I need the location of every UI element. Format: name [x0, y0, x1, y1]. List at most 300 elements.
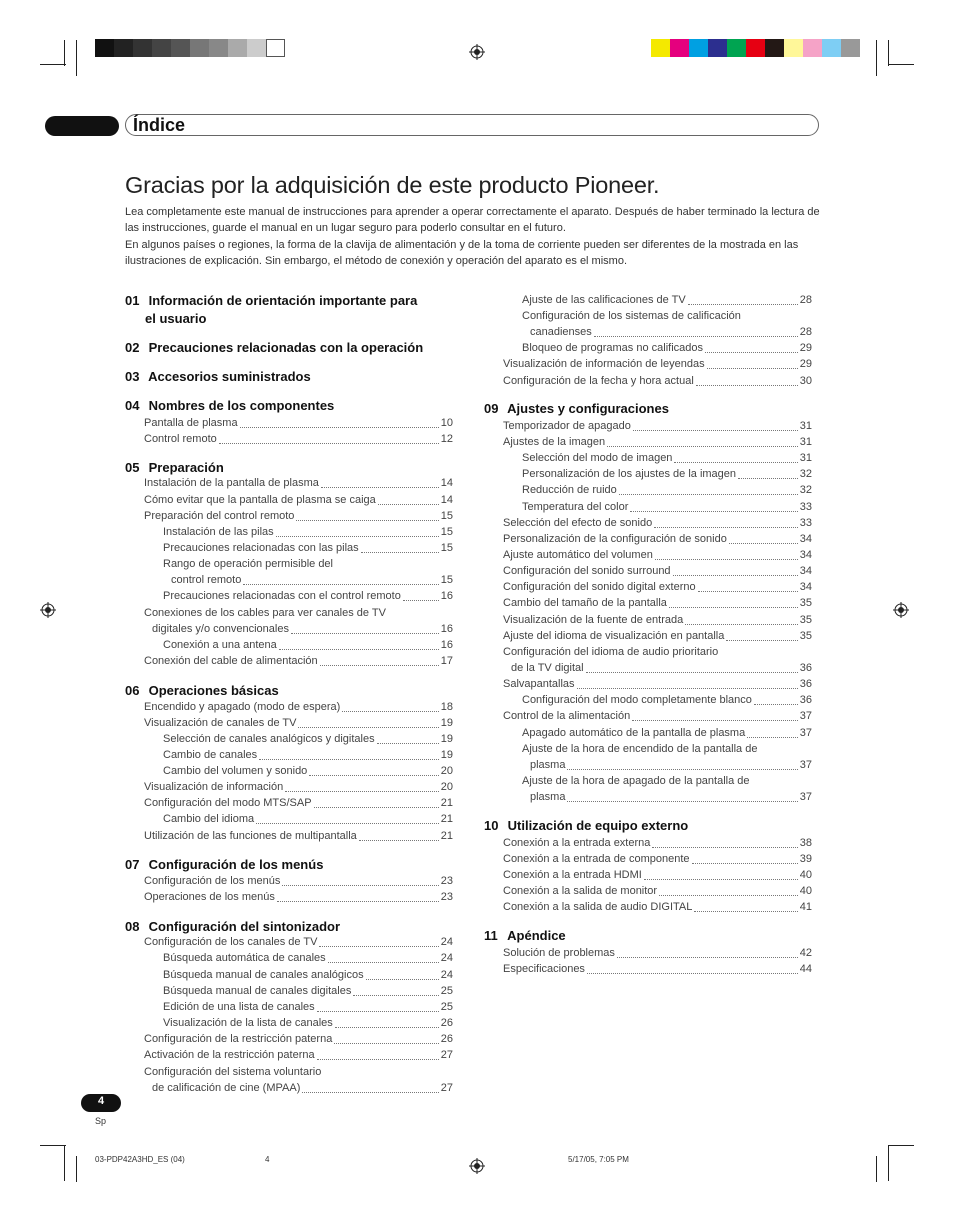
calibration-swatch [114, 39, 133, 57]
toc-dot-leader [659, 883, 798, 896]
toc-entry [484, 883, 812, 899]
toc-entry-title: Instalación de las pilas [163, 526, 274, 538]
toc-entry-title: Temporizador de apagado [503, 420, 631, 432]
toc-entry-title: Ajuste de las calificaciones de TV [522, 294, 686, 306]
toc-chapter-number: 02 [125, 340, 140, 355]
calibration-swatch [708, 39, 727, 57]
toc-page-number: 25 [440, 985, 453, 997]
toc-dot-leader [291, 621, 439, 634]
toc-dot-leader [296, 508, 438, 521]
toc-entry [484, 725, 812, 741]
toc-entry-title: Conexión a la entrada HDMI [503, 869, 642, 881]
toc-entry-title: Configuración del modo MTS/SAP [144, 797, 312, 809]
toc-entry [125, 779, 453, 795]
calibration-swatch [727, 39, 746, 57]
toc-page-number: 18 [440, 701, 453, 713]
toc-entry-title: Ajuste automático del volumen [503, 549, 653, 561]
toc-page-number: 21 [440, 813, 453, 825]
toc-entry [484, 515, 812, 531]
toc-entry-title: Ajuste del idioma de visualización en pantalla [503, 630, 725, 642]
toc-dot-leader [243, 572, 438, 585]
toc-entry-title: Ajustes de la imagen [503, 436, 606, 448]
toc-entry-title: canadienses [530, 326, 592, 338]
calibration-swatch [765, 39, 784, 57]
toc-entry-title: Precauciones relacionadas con el control remoto [163, 590, 401, 602]
crop-mark [64, 40, 65, 66]
toc-page-number: 42 [799, 947, 812, 959]
toc-entry-title: Cómo evitar que la pantalla de plasma se caiga [144, 494, 376, 506]
toc-chapter-title [484, 817, 812, 835]
toc-entry-title: Conexión a la salida de monitor [503, 885, 658, 897]
toc-chapter-number: 01 [125, 293, 140, 308]
toc-page-number: 21 [440, 797, 453, 809]
toc-entry [125, 873, 453, 889]
toc-page-number: 35 [799, 614, 812, 626]
toc-dot-leader [577, 676, 798, 689]
toc-chapter-number: 05 [125, 460, 140, 475]
toc-entry [484, 482, 812, 498]
toc-dot-leader [335, 1015, 439, 1028]
toc-chapter-heading [484, 817, 812, 835]
toc-entry-title: Precauciones relacionadas con las pilas [163, 542, 359, 554]
toc-entry [125, 828, 453, 844]
toc-page-number: 24 [440, 969, 453, 981]
toc-entry [484, 612, 812, 628]
toc-page-number: 20 [440, 781, 453, 793]
toc-entry [484, 531, 812, 547]
toc-entry-title: Cambio del tamaño de la pantalla [503, 597, 667, 609]
toc-dot-leader [377, 731, 439, 744]
toc-entry-title: Búsqueda manual de canales digitales [163, 985, 352, 997]
toc-entry [125, 731, 453, 747]
toc-entry-title: Configuración del modo completamente blanco [522, 694, 752, 706]
toc-dot-leader [353, 983, 438, 996]
toc-entry-title: Ajuste de la hora de encendido de la pantalla de [522, 743, 758, 755]
toc-chapter-title [484, 927, 812, 945]
toc-entry-title: Visualización de la lista de canales [163, 1017, 333, 1029]
toc-dot-leader [276, 524, 439, 537]
toc-entry [125, 1047, 453, 1063]
toc-entry-title: Pantalla de plasma [144, 417, 238, 429]
toc-entry [484, 851, 812, 867]
toc-chapter-number: 06 [125, 683, 140, 698]
toc-dot-leader [630, 499, 797, 512]
toc-page-number: 28 [799, 294, 812, 306]
toc-page-number: 44 [799, 963, 812, 975]
toc-dot-leader [729, 531, 798, 544]
toc-entry-title: Configuración del sonido surround [503, 565, 671, 577]
toc-entry [125, 763, 453, 779]
toc-dot-leader [654, 515, 798, 528]
toc-entry [125, 934, 453, 950]
registration-mark-icon [469, 44, 485, 60]
toc-entry [125, 811, 453, 827]
grayscale-bar [95, 39, 285, 57]
toc-entry [125, 653, 453, 669]
toc-entry [484, 628, 812, 644]
toc-page-number: 16 [440, 590, 453, 602]
toc-entry [125, 999, 453, 1015]
toc-dot-leader [240, 415, 439, 428]
toc-chapter-number: 09 [484, 401, 499, 416]
toc-entry-title: Configuración de la fecha y hora actual [503, 375, 694, 387]
toc-chapter-label: Información de orientación importante para [148, 293, 418, 308]
toc-page-number: 36 [799, 662, 812, 674]
toc-dot-leader [688, 292, 798, 305]
toc-dot-leader [594, 324, 798, 337]
calibration-swatch [670, 39, 689, 57]
toc-entry [484, 961, 812, 977]
toc-dot-leader [674, 450, 797, 463]
toc-page-number: 37 [799, 727, 812, 739]
toc-entry-title: Personalización de los ajustes de la imagen [522, 468, 737, 480]
toc-page-number: 29 [799, 358, 812, 370]
toc-entry [484, 644, 812, 660]
toc-chapter-label: Configuración de los menús [148, 857, 324, 872]
page-number: 4 [97, 1095, 105, 1107]
toc-entry [125, 492, 453, 508]
calibration-swatch [803, 39, 822, 57]
toc-chapter-number: 04 [125, 398, 140, 413]
toc-dot-leader [567, 789, 797, 802]
toc-page-number: 37 [799, 759, 812, 771]
toc-chapter-heading [125, 339, 453, 357]
toc-dot-leader [633, 418, 798, 431]
toc-dot-leader [747, 725, 798, 738]
calibration-swatch [746, 39, 765, 57]
toc-dot-leader [707, 356, 798, 369]
toc-entry-title: Cambio del volumen y sonido [163, 765, 308, 777]
toc-chapter-heading [125, 682, 453, 700]
toc-entry-title: Conexión a la entrada de componente [503, 853, 690, 865]
toc-dot-leader [320, 653, 439, 666]
toc-dot-leader [259, 747, 439, 760]
toc-chapter-number: 03 [125, 369, 140, 384]
registration-mark-icon [893, 602, 909, 618]
toc-entry [125, 747, 453, 763]
toc-dot-leader [669, 595, 798, 608]
toc-entry-title: Instalación de la pantalla de plasma [144, 477, 319, 489]
toc-dot-leader [321, 475, 439, 488]
toc-dot-leader [328, 950, 439, 963]
toc-entry-title: Configuración del idioma de audio prioritario [503, 646, 719, 658]
toc-entry [484, 945, 812, 961]
registration-mark-icon [469, 1158, 485, 1174]
toc-entry-title: Selección del efecto de sonido [503, 517, 653, 529]
toc-entry-title: Personalización de la configuración de sonido [503, 533, 727, 545]
toc-page-number: 36 [799, 694, 812, 706]
toc-entry-title: Utilización de las funciones de multipantalla [144, 830, 357, 842]
crop-mark [888, 1145, 914, 1146]
toc-chapter-label: Nombres de los componentes [148, 398, 335, 413]
toc-dot-leader [277, 889, 439, 902]
toc-entry-title: Especificaciones [503, 963, 585, 975]
toc-entry [484, 308, 812, 324]
toc-chapter-heading [125, 368, 453, 386]
toc-entry-title: Configuración del sistema voluntario [144, 1066, 322, 1078]
toc-entry-title: Temperatura del color [522, 501, 629, 513]
toc-entry [125, 572, 453, 588]
toc-page-number: 33 [799, 501, 812, 513]
toc-dot-leader [705, 340, 798, 353]
toc-dot-leader [696, 373, 798, 386]
toc-page-number: 39 [799, 853, 812, 865]
toc-page-number: 14 [440, 477, 453, 489]
toc-entry-title: Selección de canales analógicos y digitales [163, 733, 375, 745]
toc-entry-title: Control remoto [144, 433, 217, 445]
toc-entry-title: Configuración de los canales de TV [144, 936, 318, 948]
toc-entry-title: control remoto [171, 574, 242, 586]
toc-page-number: 27 [440, 1049, 453, 1061]
toc-entry [125, 540, 453, 556]
toc-entry-title: Selección del modo de imagen [522, 452, 673, 464]
toc-page-number: 40 [799, 869, 812, 881]
crop-mark [76, 40, 77, 76]
toc-dot-leader [632, 708, 798, 721]
toc-entry [125, 475, 453, 491]
toc-page-number: 37 [799, 791, 812, 803]
toc-entry [484, 579, 812, 595]
toc-entry [484, 499, 812, 515]
toc-entry [125, 524, 453, 540]
calibration-swatch [689, 39, 708, 57]
toc-page-number: 15 [440, 510, 453, 522]
toc-page-number: 29 [799, 342, 812, 354]
color-calibration-bar [651, 39, 860, 57]
toc-entry [125, 699, 453, 715]
toc-dot-leader [694, 899, 797, 912]
toc-dot-leader [586, 660, 798, 673]
toc-chapter-label: Operaciones básicas [148, 683, 279, 698]
toc-entry [484, 676, 812, 692]
toc-dot-leader [366, 967, 439, 980]
toc-entry-title: Reducción de ruido [522, 484, 617, 496]
toc-chapter-heading [125, 292, 453, 328]
toc-entry-title: Búsqueda manual de canales analógicos [163, 969, 364, 981]
intro-paragraph: Lea completamente este manual de instrucciones para aprender a operar correctamente el aparato. Después de haber terminado la lectura de las instrucciones, guarde el manual en un lugar seguro para poderlo consultar en el futuro. [125, 206, 820, 234]
toc-page-number: 31 [799, 420, 812, 432]
toc-chapter-title [125, 397, 453, 415]
toc-page-number: 23 [440, 891, 453, 903]
crop-mark [40, 1145, 66, 1146]
toc-page-number: 31 [799, 452, 812, 464]
calibration-swatch [190, 39, 209, 57]
toc-page-number: 26 [440, 1033, 453, 1045]
toc-chapter-title [125, 856, 453, 874]
toc-dot-leader [685, 612, 798, 625]
toc-page-number: 31 [799, 436, 812, 448]
toc-dot-leader [302, 1080, 438, 1093]
toc-dot-leader [644, 867, 798, 880]
toc-chapter-heading [484, 400, 812, 418]
toc-dot-leader [309, 763, 438, 776]
toc-chapter-label: Accesorios suministrados [148, 369, 311, 384]
toc-dot-leader [314, 795, 439, 808]
toc-dot-leader [317, 999, 439, 1012]
toc-entry [125, 1064, 453, 1080]
toc-dot-leader [279, 637, 439, 650]
toc-entry-title: Conexiones de los cables para ver canales de TV [144, 607, 386, 619]
toc-page-number: 19 [440, 717, 453, 729]
toc-dot-leader [317, 1047, 439, 1060]
toc-entry-title: Control de la alimentación [503, 710, 631, 722]
toc-dot-leader [342, 699, 438, 712]
toc-chapter-label: Preparación [148, 460, 224, 475]
toc-entry [125, 508, 453, 524]
toc-page-number: 20 [440, 765, 453, 777]
section-title: Índice [133, 115, 186, 135]
toc-page-number: 35 [799, 597, 812, 609]
toc-chapter-label: Utilización de equipo externo [507, 818, 689, 833]
toc-chapter-label: Configuración del sintonizador [148, 919, 341, 934]
toc-dot-leader [285, 779, 439, 792]
toc-entry [125, 715, 453, 731]
toc-page-number: 36 [799, 678, 812, 690]
toc-entry [125, 605, 453, 621]
toc-chapter-label: Precauciones relacionadas con la operación [148, 340, 424, 355]
toc-entry [125, 889, 453, 905]
calibration-swatch [822, 39, 841, 57]
toc-entry [484, 563, 812, 579]
crop-mark [876, 40, 877, 76]
toc-entry [484, 292, 812, 308]
crop-mark [40, 64, 66, 65]
toc-chapter-number: 08 [125, 919, 140, 934]
toc-entry-title: Visualización de información de leyendas [503, 358, 705, 370]
toc-entry-title: Conexión del cable de alimentación [144, 655, 318, 667]
toc-chapter-heading [125, 397, 453, 415]
toc-page-number: 14 [440, 494, 453, 506]
toc-page-number: 38 [799, 837, 812, 849]
toc-entry [125, 637, 453, 653]
calibration-swatch [841, 39, 860, 57]
toc-dot-leader [617, 945, 798, 958]
toc-page-number: 21 [440, 830, 453, 842]
toc-chapter-number: 07 [125, 857, 140, 872]
toc-page-number: 27 [440, 1082, 453, 1094]
toc-dot-leader [652, 835, 797, 848]
toc-page-number: 34 [799, 581, 812, 593]
toc-page-number: 33 [799, 517, 812, 529]
toc-entry [484, 418, 812, 434]
toc-entry [125, 556, 453, 572]
toc-entry-title: Encendido y apagado (modo de espera) [144, 701, 341, 713]
toc-entry-title: Apagado automático de la pantalla de plasma [522, 727, 746, 739]
toc-entry-title: Configuración del sonido digital externo [503, 581, 696, 593]
crop-mark [888, 40, 889, 66]
intro-paragraph: En algunos países o regiones, la forma de la clavija de alimentación y de la toma de corriente pueden ser diferentes de la mostrada en las ilustraciones de explicación. Sin embargo, el método de conexión y operación del aparato es el mismo. [125, 239, 799, 267]
toc-entry [484, 660, 812, 676]
toc-entry-title: Visualización de la fuente de entrada [503, 614, 684, 626]
toc-entry [484, 450, 812, 466]
toc-dot-leader [219, 431, 439, 444]
toc-entry-title: Edición de una lista de canales [163, 1001, 315, 1013]
toc-entry [484, 466, 812, 482]
toc-chapter-heading [484, 927, 812, 945]
calibration-swatch [228, 39, 247, 57]
toc-entry-title: Configuración de la restricción paterna [144, 1033, 333, 1045]
toc-entry [484, 708, 812, 724]
toc-dot-leader [754, 692, 798, 705]
toc-entry-title: Activación de la restricción paterna [144, 1049, 315, 1061]
toc-dot-leader [726, 628, 797, 641]
toc-chapter-label-continued: el usuario [145, 311, 207, 326]
toc-entry [484, 835, 812, 851]
section-header-frame [125, 114, 819, 136]
toc-chapter-title [125, 339, 453, 357]
toc-entry-title: Operaciones de los menús [144, 891, 275, 903]
crop-mark [64, 1145, 65, 1181]
toc-entry [484, 741, 812, 757]
toc-chapter-label: Apéndice [507, 928, 566, 943]
toc-entry [484, 692, 812, 708]
toc-dot-leader [607, 434, 798, 447]
crop-mark [76, 1156, 77, 1182]
toc-page-number: 23 [440, 875, 453, 887]
toc-page-number: 35 [799, 630, 812, 642]
toc-chapter-title [125, 292, 453, 310]
toc-dot-leader [334, 1031, 438, 1044]
toc-chapter-number: 11 [484, 928, 498, 943]
toc-entry-title: Visualización de información [144, 781, 284, 793]
toc-page-number: 41 [799, 901, 812, 913]
toc-entry [484, 595, 812, 611]
registration-mark-icon [40, 602, 56, 618]
toc-entry-title: digitales y/o convencionales [152, 623, 289, 635]
calibration-swatch [95, 39, 114, 57]
toc-entry-title: de calificación de cine (MPAA) [152, 1082, 301, 1094]
toc-entry [125, 795, 453, 811]
print-timestamp: 5/17/05, 7:05 PM [568, 1155, 629, 1164]
toc-page-number: 12 [440, 433, 453, 445]
toc-entry [125, 983, 453, 999]
toc-entry [125, 588, 453, 604]
toc-dot-leader [359, 828, 439, 841]
toc-chapter-title [125, 682, 453, 700]
toc-entry-title: de la TV digital [511, 662, 584, 674]
language-code: Sp [95, 1116, 107, 1126]
toc-dot-leader [256, 811, 439, 824]
toc-entry-title: Configuración de los menús [144, 875, 281, 887]
toc-entry [484, 757, 812, 773]
toc-page-number: 34 [799, 549, 812, 561]
chapter-tab [45, 116, 119, 136]
toc-dot-leader [298, 715, 438, 728]
toc-entry [484, 434, 812, 450]
calibration-swatch [171, 39, 190, 57]
toc-page-number: 10 [440, 417, 453, 429]
toc-entry [484, 899, 812, 915]
toc-entry [484, 789, 812, 805]
toc-page-number: 34 [799, 565, 812, 577]
calibration-swatch [152, 39, 171, 57]
toc-entry [484, 373, 812, 389]
toc-entry-title: plasma [530, 759, 566, 771]
toc-entry [484, 547, 812, 563]
toc-dot-leader [738, 466, 798, 479]
toc-page-number: 34 [799, 533, 812, 545]
toc-dot-leader [378, 492, 439, 505]
calibration-swatch [651, 39, 670, 57]
toc-page-number: 16 [440, 623, 453, 635]
toc-dot-leader [361, 540, 439, 553]
toc-page-number: 16 [440, 639, 453, 651]
toc-page-number: 15 [440, 526, 453, 538]
toc-page-number: 25 [440, 1001, 453, 1013]
toc-page-number: 26 [440, 1017, 453, 1029]
toc-page-number: 37 [799, 710, 812, 722]
toc-entry-title: Rango de operación permisible del [163, 558, 333, 570]
